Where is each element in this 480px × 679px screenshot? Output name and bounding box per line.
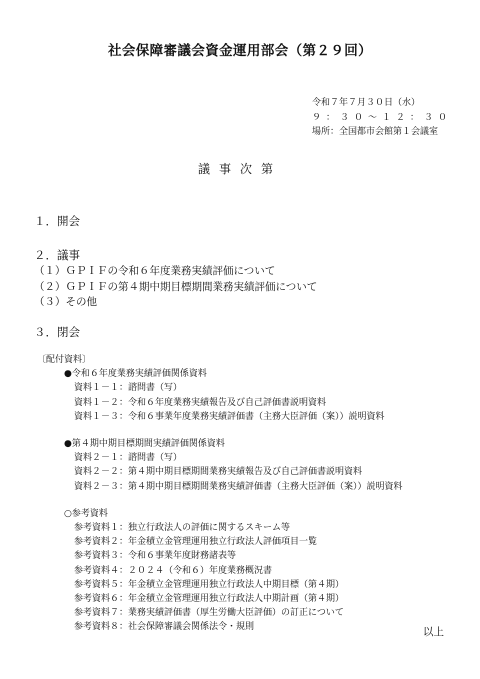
agenda-item: （２）ＧＰＩＦの第４期中期目標期間業務実績評価について — [34, 280, 318, 293]
meeting-time: ９：３０～１２：３０ — [312, 112, 453, 123]
materials-heading: 〔配付資料〕 — [37, 355, 92, 365]
material-item: 参考資料２：年金積立金管理運用独立行政法人評価項目一覧 — [74, 537, 318, 548]
section-open: １．開会 — [34, 214, 80, 228]
agenda-item: （３）その他 — [34, 296, 97, 308]
material-item: 資料２－３：第４期中期目標期間業務実績評価書（主務大臣評価（案））説明資料 — [74, 481, 403, 492]
materials-group — [47, 507, 403, 635]
material-item: 参考資料７：業務実績評価書（厚生労働大臣評価）の訂正について — [74, 608, 344, 619]
document-title: 社会保障審議会資金運用部会（第２９回） — [107, 43, 373, 59]
materials-list — [37, 353, 403, 635]
material-item: 参考資料５：年金積立金管理運用独立行政法人中期目標（第４期） — [74, 579, 345, 590]
material-item: 資料１－３：令和６事業年度業務実績評価書（主務大臣評価（案））説明資料 — [74, 411, 385, 422]
agenda-item: （１）ＧＰＩＦの令和６年度業務実績評価について — [34, 265, 276, 277]
material-item: 参考資料８：社会保障審議会関係法令・規則 — [74, 622, 255, 633]
meeting-place: 場所：全国都市会館第１会議室 — [312, 127, 439, 137]
material-item: 資料２－２：第４期中期目標期間業務実績報告及び自己評価書説明資料 — [74, 467, 363, 478]
document-end: 以上 — [423, 626, 444, 638]
material-item: 参考資料４：２０２４（令和６）年度業務概況書 — [74, 565, 273, 576]
group-title: ○参考資料 — [64, 508, 108, 519]
agenda-heading: 議事次第 — [197, 162, 282, 176]
section-agenda: ２．議事 — [34, 248, 80, 262]
material-item: 資料１－２：令和６年度業務実績報告及び自己評価書説明資料 — [74, 397, 327, 408]
material-item: 参考資料６：年金積立金管理運用独立行政法人中期計画（第４期） — [74, 594, 345, 605]
material-item: 参考資料３：令和６事業年度財務諸表等 — [74, 551, 237, 562]
section-close: ３．閉会 — [34, 325, 80, 339]
meeting-info — [312, 96, 472, 140]
material-item: 参考資料１：独立行政法人の評価に関するスキーム等 — [74, 523, 291, 534]
material-item: 資料２－１：諮問書（写） — [74, 453, 183, 464]
material-item: 資料１－１：諮問書（写） — [74, 383, 183, 394]
materials-group — [47, 437, 403, 494]
materials-group — [47, 367, 403, 424]
group-title: ●第４期中期目標期間実績評価関係資料 — [64, 439, 225, 450]
meeting-date: 令和７年７月３０日（水） — [312, 98, 421, 108]
agenda-items — [34, 264, 317, 311]
group-title: ●令和６年度業務実績評価関係資料 — [64, 369, 207, 380]
